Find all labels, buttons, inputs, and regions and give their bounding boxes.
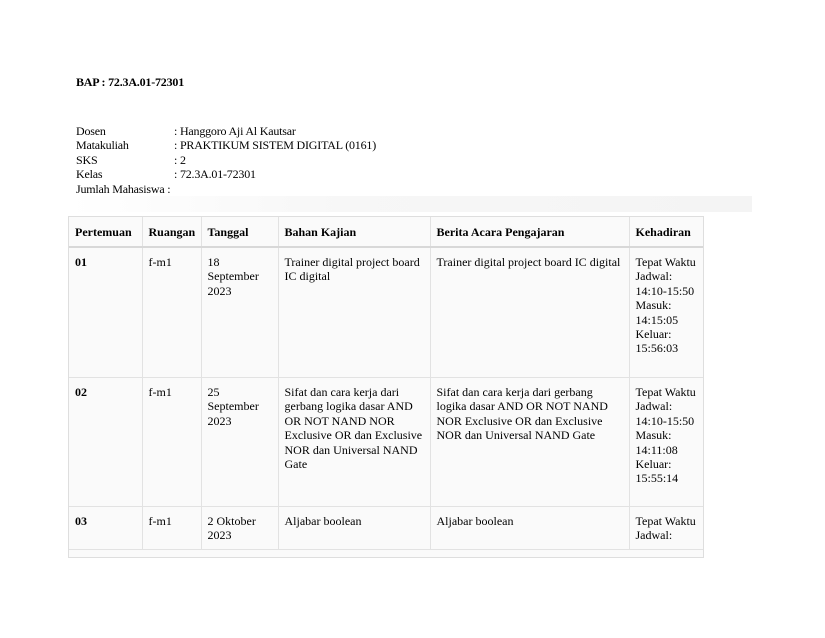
header-ruangan: Ruangan (142, 217, 201, 247)
cell-pertemuan: 02 (69, 378, 142, 507)
cell-tanggal: 25 September 2023 (201, 378, 278, 507)
header-tanggal: Tanggal (201, 217, 278, 247)
attendance-table-container (68, 216, 704, 558)
header-bahan-kajian: Bahan Kajian (278, 217, 430, 247)
matakuliah-value: : PRAKTIKUM SISTEM DIGITAL (0161) (174, 138, 376, 152)
sks-label: SKS (76, 152, 98, 167)
cell-ruangan: f-m1 (142, 507, 201, 550)
cell-kehadiran: Tepat Waktu Jadwal: 14:10-15:50 Masuk: 14:15:05 Keluar: 15:56:03 (629, 247, 704, 378)
kelas-value: : 72.3A.01-72301 (174, 167, 256, 181)
cell-tanggal: 2 Oktober 2023 (201, 507, 278, 550)
bap-title: BAP : 72.3A.01-72301 (76, 75, 184, 89)
cell-bahan-kajian: Trainer digital project board IC digital (278, 247, 430, 378)
dosen-row (76, 124, 376, 138)
header-berita-acara: Berita Acara Pengajaran (430, 217, 629, 247)
cell-pertemuan: 01 (69, 247, 142, 378)
cell-kehadiran: Tepat Waktu Jadwal: (629, 507, 704, 550)
sks-row (76, 153, 376, 167)
table-row (69, 247, 704, 378)
dosen-value: : Hanggoro Aji Al Kautsar (174, 124, 296, 138)
cell-bahan-kajian: Sifat dan cara kerja dari gerbang logika dasar AND OR NOT NAND NOR Exclusive OR dan Exclusive NOR dan Universal NAND Gate (278, 378, 430, 507)
attendance-table (69, 217, 704, 550)
kelas-label: Kelas (76, 167, 103, 182)
table-header-row (69, 217, 704, 247)
cell-berita-acara: Trainer digital project board IC digital (430, 247, 629, 378)
matakuliah-row (76, 138, 376, 152)
cell-ruangan: f-m1 (142, 247, 201, 378)
header-band (68, 196, 752, 212)
cell-bahan-kajian: Aljabar boolean (278, 507, 430, 550)
matakuliah-label: Matakuliah (76, 138, 129, 153)
cell-pertemuan: 03 (69, 507, 142, 550)
kelas-row (76, 167, 376, 181)
cell-kehadiran: Tepat Waktu Jadwal: 14:10-15:50 Masuk: 14:11:08 Keluar: 15:55:14 (629, 378, 704, 507)
dosen-label: Dosen (76, 124, 106, 138)
jumlah-row (76, 182, 376, 196)
cell-berita-acara: Aljabar boolean (430, 507, 629, 550)
header-pertemuan: Pertemuan (69, 217, 142, 247)
cell-berita-acara: Sifat dan cara kerja dari gerbang logika dasar AND OR NOT NAND NOR Exclusive OR dan Exclusive NOR dan Universal NAND Gate (430, 378, 629, 507)
table-row (69, 507, 704, 550)
table-row (69, 378, 704, 507)
cell-tanggal: 18 September 2023 (201, 247, 278, 378)
sks-value: : 2 (174, 153, 186, 167)
cell-ruangan: f-m1 (142, 378, 201, 507)
course-info (76, 124, 376, 196)
header-kehadiran: Kehadiran (629, 217, 704, 247)
jumlah-label: Jumlah Mahasiswa : (76, 181, 171, 196)
